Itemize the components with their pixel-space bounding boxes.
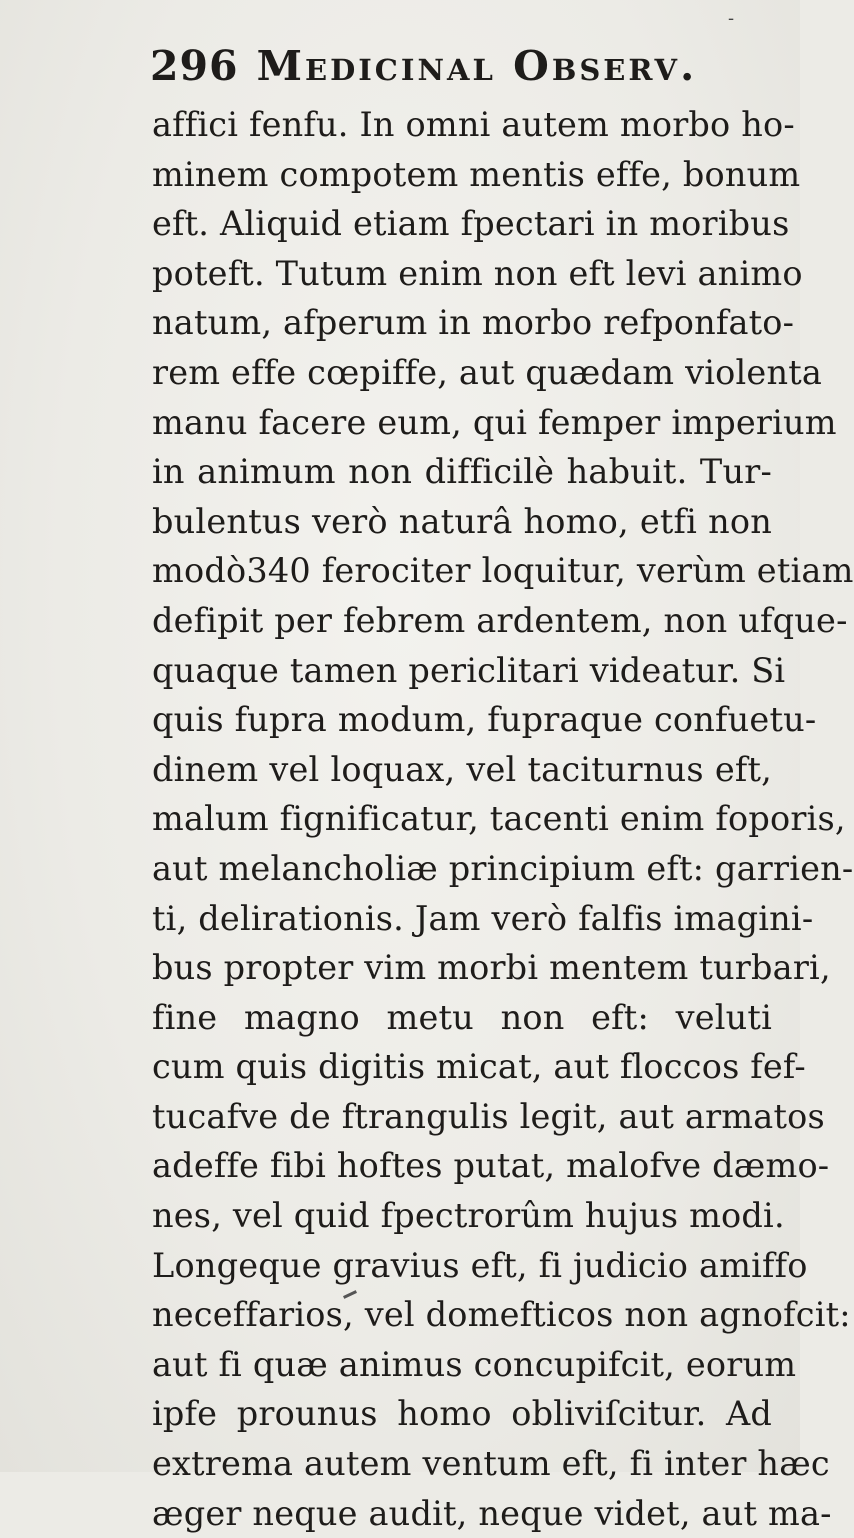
text-line: dinem vel loquax, vel taciturnus eft, [152,749,772,789]
text-line: natum, afperum in morbo refponfato- [152,303,795,343]
text-line: affici fenfu. In omni autem morbo ho- [152,105,795,144]
text-line: tucafve de ftrangulis legit, aut armatos [152,1096,825,1136]
text-line: manu facere eum, qui femper imperium [152,402,837,442]
text-line: Longeque gravius eft, fi judicio amiffo [152,1245,808,1285]
text-line: æger neque audit, neque videt, aut ma- [152,1493,832,1533]
running-title: Medicinal Observ. [256,42,698,90]
text-line: quis fupra modum, fupraque confuetu- [152,700,817,740]
text-line: bulentus verò naturâ homo, etfi non [152,501,772,541]
text-line: cum quis digitis micat, aut floccos fef- [152,1047,806,1087]
body-text [152,100,854,1538]
text-line: aut fi quæ animus concupifcit, eorum [152,1344,797,1384]
text-line: bus propter vim morbi mentem turbari, [152,948,831,988]
text-line: rem effe cœpiffe, aut quædam violenta [152,352,823,392]
text-line: eft. Aliquid etiam fpectari in moribus [152,204,790,244]
text-line: adeffe fibi hoftes putat, malofve dæmo- [152,1146,830,1186]
text-line: defipit per febrem ardentem, non ufque- [152,600,848,640]
page-number: 296 [150,42,239,90]
text-line: aut melancholiæ principium eft: garrien- [152,848,854,888]
text-line: in animum non difficilè habuit. Tur- [152,452,772,492]
text-line: minem compotem mentis effe, bonum [152,154,801,194]
top-mark: - [728,8,735,29]
text-line: modò340 ferociter loquitur, verùm etiam [152,551,854,591]
text-line: malum fignificatur, tacenti enim foporis, [152,799,846,839]
text-line: poteft. Tutum enim non eft levi animo [152,253,803,293]
page-header [150,40,697,92]
text-line: extrema autem ventum eft, fi inter hæc [152,1444,830,1484]
text-line: ipfe prounus homo obliviſcitur. Ad [152,1394,772,1434]
text-line: nes, vel quid fpectrorûm hujus modi. [152,1196,785,1236]
text-line: fine magno metu non eft: veluti [152,997,772,1037]
text-line: ti, delirationis. Jam verò falfis imagini- [152,898,814,938]
text-line: quaque tamen periclitari videatur. Si [152,650,786,690]
text-line: neceffarios, vel domefticos non agnofcit: [152,1295,851,1335]
